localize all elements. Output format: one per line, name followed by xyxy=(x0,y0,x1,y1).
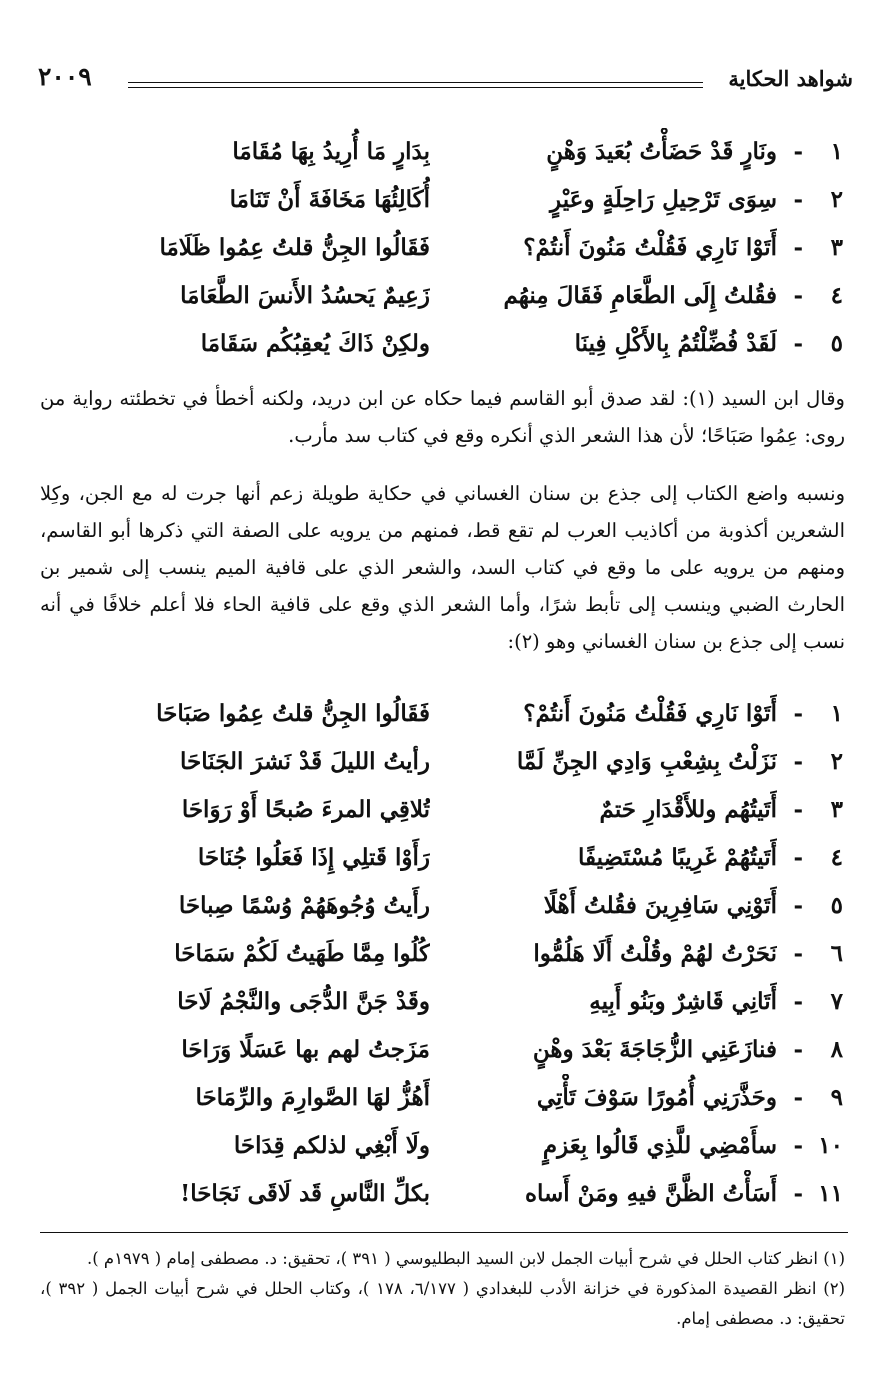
verse-number: ١ xyxy=(830,700,843,727)
verse-second-hemistich: أُكَالِئُهَا مَخَافَةَ أَنْ تَنَامَا xyxy=(229,186,430,213)
page-header xyxy=(38,62,853,102)
poem-second xyxy=(60,690,843,1218)
verse xyxy=(60,882,843,930)
verse-second-hemistich: رأيتُ الليلَ قَدْ نَشرَ الجَنَاحَا xyxy=(180,748,430,775)
verse-second-hemistich: رَأَوْا قَتلِي إِذَا فَعَلُوا جُنَاحَا xyxy=(197,844,430,871)
verse-number: ٧ xyxy=(830,988,843,1015)
verse xyxy=(60,978,843,1026)
verse-number: ٤ xyxy=(830,844,843,871)
verse-number: ٣ xyxy=(830,234,843,261)
verse-number: ٥ xyxy=(830,892,843,919)
paragraph-text: ونسبه واضع الكتاب إلى جذع بن سنان الغساني في حكاية طويلة زعم أنها جرت له مع الجن، وكِلا الشعرين أكذوبة من أكاذيب العرب لم تقع قط، فمنهم من يرويه على الصفة التي ذكرها أبو القاسم، ومنهم من يرويه على ما وقع في كتاب السد، والشعر الذي على قافية الميم ينسب إلى شمير بن الحارث الضبي وينسب إلى تأبط شرًا، وأما الشعر الذي وقع على قافية الحاء فلا أعلم خلافًا في أنه نسب إلى جذع بن سنان الغساني وهو (٢): xyxy=(40,482,845,653)
verse-number: ٢ xyxy=(830,748,843,775)
verse-second-hemistich: ولَا أَبْغِي لذلكم قِدَاحَا xyxy=(233,1132,430,1159)
verse-second-hemistich: زَعِيمٌ يَحسُدُ الأَنسَ الطَّعَامَا xyxy=(180,282,430,309)
verse xyxy=(60,834,843,882)
footnote-rule xyxy=(40,1232,848,1233)
verse xyxy=(60,786,843,834)
verse-first-hemistich: أَتَانِي قَاشِرٌ وبَنُو أَبِيهِ xyxy=(589,988,777,1015)
verse xyxy=(60,1122,843,1170)
verse-dash: - xyxy=(793,138,803,165)
verse-dash: - xyxy=(793,1132,803,1159)
verse xyxy=(60,272,843,320)
verse-first-hemistich: ونَارٍ قَدْ حَضَأْتُ بُعَيدَ وَهْنٍ xyxy=(546,138,777,165)
verse xyxy=(60,1170,843,1218)
verse-first-hemistich: فنازَعَنِي الزُّجَاجَةَ بَعْدَ وهْنٍ xyxy=(532,1036,777,1063)
verse-second-hemistich: رأَيتُ وُجُوهَهُمْ وُسْمًا صِباحَا xyxy=(178,892,430,919)
verse-first-hemistich: نَحَرْتُ لهُمْ وقُلْتُ أَلَا هَلُمُّوا xyxy=(533,940,777,967)
verse-second-hemistich: وقَدْ جَنَّ الدُّجَى والنَّجْمُ لَاحَا xyxy=(177,988,430,1015)
verse-number: ٦ xyxy=(830,940,843,967)
verse-number: ٩ xyxy=(830,1084,843,1111)
verse-dash: - xyxy=(793,330,803,357)
prose-paragraph-2 xyxy=(40,475,845,660)
footnote: (٢) انظر القصيدة المذكورة في خزانة الأدب للبغدادي ( ٦/١٧٧، ١٧٨ )، وكتاب الحلل في شرح أبيات الجمل ( ٣٩٢ )، تحقيق: د. مصطفى إمام. xyxy=(40,1279,845,1328)
verse-number: ٢ xyxy=(830,186,843,213)
page-number: ٢٠٠٩ xyxy=(38,62,92,91)
verse-first-hemistich: أَتَوْا نَارِي فَقُلْتُ مَنُونَ أَنتُمْ؟ xyxy=(523,700,777,727)
verse xyxy=(60,738,843,786)
verse-first-hemistich: سأَمْضِي للَّذِي قَالُوا بِعَزمٍ xyxy=(542,1132,777,1159)
paragraph-text: وقال ابن السيد (١): لقد صدق أبو القاسم فيما حكاه عن ابن دريد، ولكنه أخطأ في تخطئته رواية من روى: عِمُوا صَبَاحًا؛ لأن هذا الشعر الذي أنكره وقع في كتاب سد مأرب. xyxy=(40,387,845,447)
verse xyxy=(60,1026,843,1074)
verse-number: ٨ xyxy=(830,1036,843,1063)
verse-number: ٤ xyxy=(830,282,843,309)
verse xyxy=(60,930,843,978)
verse-first-hemistich: أَتَوْا نَارِي فَقُلْتُ مَنُونَ أَنتُمْ؟ xyxy=(523,234,777,261)
verse-dash: - xyxy=(793,234,803,261)
verse-first-hemistich: أَسَأْتُ الظَّنَّ فيهِ ومَنْ أَساه xyxy=(524,1180,777,1207)
verse-first-hemistich: لَقَدْ فُضِّلْتُمُ بِالأَكْلِ فِينَا xyxy=(574,330,777,357)
verse-second-hemistich: بِدَارٍ مَا أُرِيدُ بِهَا مُقَامَا xyxy=(232,138,430,165)
verse-dash: - xyxy=(793,1180,803,1207)
running-title: شواهد الحكاية xyxy=(728,66,853,91)
verse-number: ١٠ xyxy=(818,1132,843,1159)
verse-dash: - xyxy=(793,282,803,309)
verse-first-hemistich: سِوَى تَرْحِيلِ رَاحِلَةٍ وعَيْرٍ xyxy=(550,186,777,213)
verse-second-hemistich: تُلاقِي المرءَ صُبحًا أَوْ رَوَاحَا xyxy=(181,796,430,823)
verse xyxy=(60,320,843,368)
verse-number: ١ xyxy=(830,138,843,165)
verse-first-hemistich: وحَذَّرَنِي أُمُورًا سَوْفَ تَأْتِي xyxy=(536,1084,777,1111)
header-rule xyxy=(128,82,703,88)
verse-dash: - xyxy=(793,1084,803,1111)
verse-second-hemistich: بكلِّ النَّاسِ قَد لَاقَى نَجَاحَا! xyxy=(180,1180,430,1207)
poem-first xyxy=(60,128,843,368)
prose-paragraph-1 xyxy=(40,380,845,454)
verse-second-hemistich: أَهُزُّ لهَا الصَّوارِمَ والرِّمَاحَا xyxy=(195,1084,430,1111)
verse-dash: - xyxy=(793,940,803,967)
verse xyxy=(60,1074,843,1122)
verse-number: ٥ xyxy=(830,330,843,357)
verse-second-hemistich: كُلُوا مِمَّا طَهَيتُ لَكُمْ سَمَاحَا xyxy=(174,940,430,967)
verse-second-hemistich: فَقَالُوا الجِنُّ قلتُ عِمُوا ظَلَامَا xyxy=(159,234,430,261)
verse-first-hemistich: أَتَيتُهُم وللأَقْدَارِ حَتمٌ xyxy=(599,796,777,823)
footnote: (١) انظر كتاب الحلل في شرح أبيات الجمل لابن السيد البطليوسي ( ٣٩١ )، تحقيق: د. مصطفى إمام ( ١٩٧٩م ). xyxy=(86,1249,845,1268)
verse-dash: - xyxy=(793,892,803,919)
verse-dash: - xyxy=(793,748,803,775)
verse-first-hemistich: نَزَلْتُ بِشِعْبِ وَادِي الجِنِّ لَمَّا xyxy=(516,748,777,775)
verse-number: ١١ xyxy=(818,1180,843,1207)
verse-first-hemistich: أَتَيتُهُمْ غَرِيبًا مُسْتَضِيفًا xyxy=(578,844,777,871)
verse-second-hemistich: فَقَالُوا الجِنُّ قلتُ عِمُوا صَبَاحَا xyxy=(156,700,430,727)
verse-dash: - xyxy=(793,844,803,871)
verse-first-hemistich: فقُلتُ إِلَى الطَّعَامِ فَقَالَ مِنهُم xyxy=(503,282,777,309)
verse-dash: - xyxy=(793,796,803,823)
verse-second-hemistich: مَزَجتُ لهم بها عَسَلًا وَرَاحَا xyxy=(181,1036,430,1063)
verse-number: ٣ xyxy=(830,796,843,823)
verse xyxy=(60,176,843,224)
verse xyxy=(60,128,843,176)
verse-dash: - xyxy=(793,186,803,213)
footnotes xyxy=(40,1244,845,1334)
verse-second-hemistich: ولكِنْ ذَاكَ يُعقِبُكُم سَقَامَا xyxy=(200,330,430,357)
verse-dash: - xyxy=(793,988,803,1015)
verse-dash: - xyxy=(793,700,803,727)
verse xyxy=(60,690,843,738)
verse-dash: - xyxy=(793,1036,803,1063)
verse xyxy=(60,224,843,272)
verse-first-hemistich: أَتَوْنِي سَافِرِينَ فقُلتُ أَهْلًا xyxy=(543,892,777,919)
